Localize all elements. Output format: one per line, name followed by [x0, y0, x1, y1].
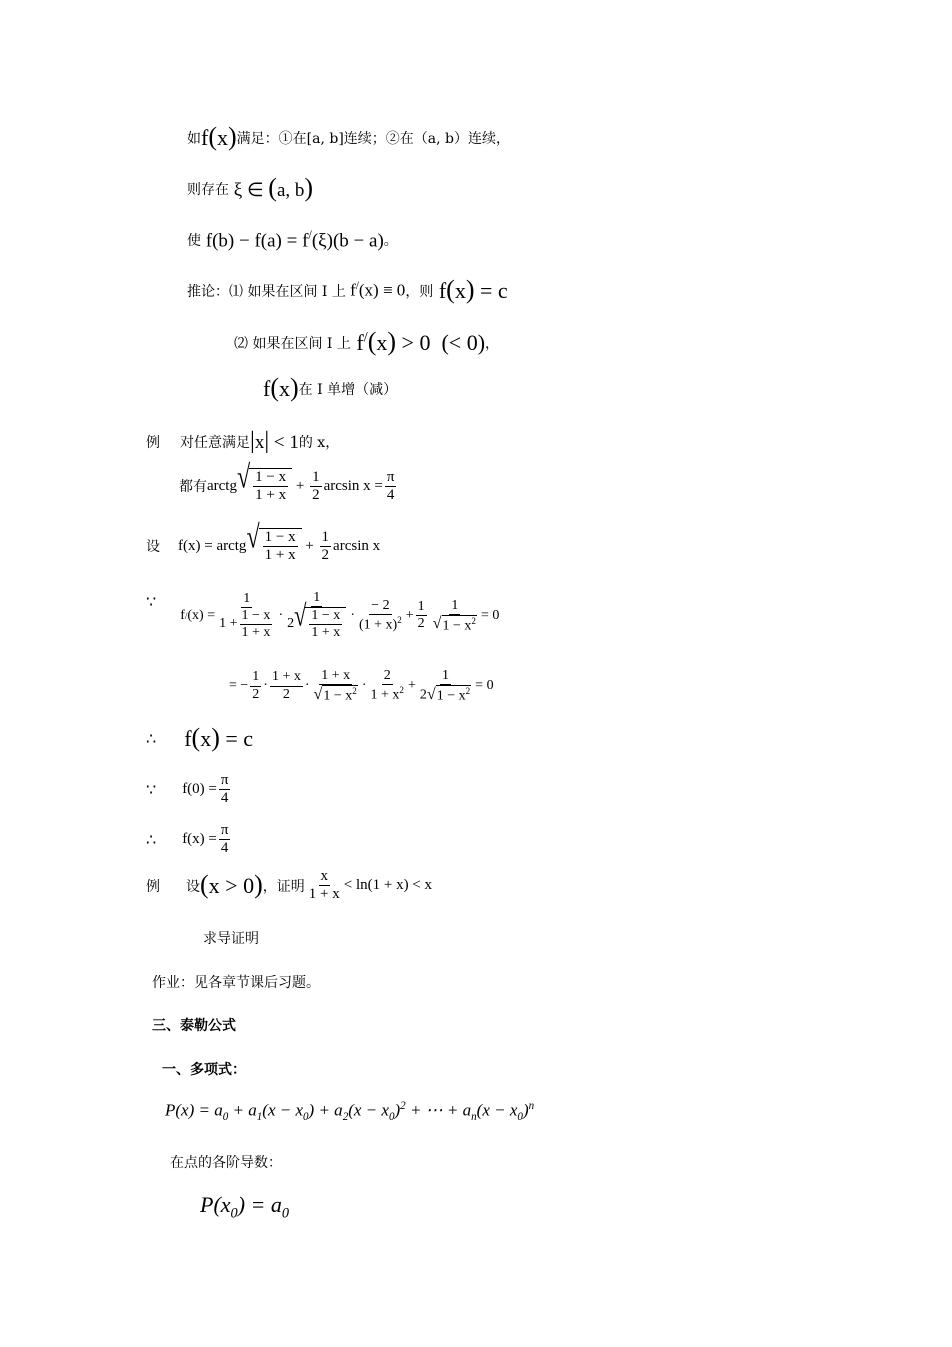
math-f0: f(0) = $\frac{\pi}{4}$: [182, 772, 229, 807]
math-inequality: $\frac{x}{1 + x}$ < ln(1 + x) < x: [308, 868, 433, 903]
line-monotone: f(x) 在 I 单增（减）: [263, 373, 398, 402]
line-mvt: 使 f(b) − f(a) = f/(ξ)(b − a) 。: [187, 228, 398, 252]
math-define-f: f(x) = arctg √ $\frac{1 - x}{1 + x}$ + $\frac{1}{2}$ arcsin x: [178, 520, 381, 564]
math-x-positive: (x > 0): [200, 870, 263, 900]
line-identity: 都有 arctg √ $\frac{1 - x}{1 + x}$ + $\frac{1}{2}$ arcsin x = $\frac{\pi}{4}$: [179, 468, 398, 505]
math-fx-const: f(x) = c: [184, 723, 254, 752]
math-fx: f(x): [263, 373, 299, 402]
line-therefore-const: ∴ f(x) = c: [146, 723, 254, 752]
section-heading-taylor: 三、泰勒公式: [152, 1018, 236, 1034]
line-example-2: 例 设 (x > 0) ，证明 $\frac{x}{1 + x}$ < ln(1 + x) < x: [146, 868, 433, 903]
math-derivative-positive: f/(x) > 0 (< 0): [350, 327, 486, 356]
line-define-f: 设 f(x) = arctg √ $\frac{1 - x}{1 + x}$ + $\frac{1}{2}$ arcsin x: [146, 520, 381, 564]
line-derivative-simplified: [229, 668, 494, 704]
subsection-heading-polynomial: 一、多项式：: [162, 1062, 246, 1078]
line-corollary-1: 推论：⑴ 如果在区间 I 上 f/(x) ≡ 0 ，则 f(x) = c: [187, 275, 508, 304]
math-fx-value: f(x) = $\frac{\pi}{4}$: [182, 822, 229, 857]
line-polynomial: [165, 1100, 534, 1123]
line-hypothesis: 如 f(x) 满足：①在[a, b]连续；②在（a, b）连续，: [187, 122, 511, 151]
line-example-1: 例 对任意满足 |x| < 1 的 x，: [146, 428, 340, 454]
math-identity: arctg √ $\frac{1 - x}{1 + x}$ + $\frac{1}{2}$ arcsin x = $\frac{\pi}{4}$: [207, 460, 395, 504]
math-xi-in-ab: ξ ∈ (a, b): [229, 173, 314, 202]
math-p-x0: $P(x_0) = a_0$: [200, 1192, 290, 1222]
math-polynomial: $P(x) = a_0 + a_1(x - x_0) + a_2(x - x_0)^2$ + ⋯ + $a_n(x - x_0)^n$: [165, 1100, 535, 1124]
line-fx-value: ∴ f(x) = $\frac{\pi}{4}$: [146, 822, 232, 858]
line-p-x0: [200, 1192, 289, 1222]
math-abs-x-lt-1: |x| < 1: [250, 428, 299, 454]
line-corollary-2: ⑵ 如果在区间 I 上 f/(x) > 0 (< 0) ，: [234, 327, 500, 356]
line-exists: 则存在 ξ ∈ (a, b): [187, 173, 314, 202]
line-proof-hint: 求导证明: [203, 931, 259, 947]
line-derivatives-at-point: 在点的各阶导数：: [170, 1155, 282, 1171]
line-derivative: ∵ f / (x) = 1 1 + $\frac{1 - x}{1 + x}$ · 1 2 √ $\frac{1 - x}{1 + x}$ · $\frac{- 2}{(1 + x)^2}$ + $\frac{1}{2}$ 1 √ $1 - x^2$ = 0: [146, 590, 500, 641]
math-derivative-zero: f/(x) ≡ 0: [345, 280, 406, 300]
line-homework: 作业：见各章节课后习题。: [152, 975, 320, 991]
math-fx: f(x): [201, 122, 237, 151]
math-mvt: f(b) − f(a) = f/(ξ)(b − a): [201, 228, 384, 252]
line-f0: ∵ f(0) = $\frac{\pi}{4}$: [146, 772, 232, 808]
math-fx-const: f(x) = c: [433, 275, 508, 304]
math-derivative: f / (x) = 1 1 + $\frac{1 - x}{1 + x}$ · 1 2 √ $\frac{1 - x}{1 + x}$ · $\frac{- 2}{(1 + x)^2}$ + $\frac{1}{2}$ 1 √ $1 - x^2$ = 0: [180, 590, 500, 641]
math-derivative-simplified: = − $\frac{1}{2}$ · $\frac{1 + x}{2}$ · 1 + x √ $1 - x^2$ · $\frac{2}{1 + x^2}$ + 1 2 √ $1 - x^2$ = 0: [229, 668, 494, 704]
